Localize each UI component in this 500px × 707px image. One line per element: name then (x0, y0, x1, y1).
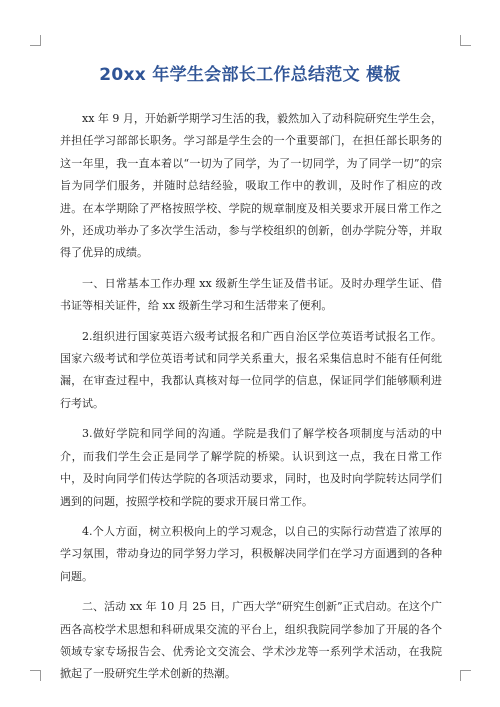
crop-mark-top-left (30, 35, 41, 46)
paragraph-section-2: 二、活动 xx 年 10 月 25 日，广西大学“研究生创新”正式启动。在这个广西各高校学术思想和科研成果交流的平台上，组织我院同学参加了开展的各个领域专家专场报告会、优秀论文交流会、学术沙龙等一系列学术活动，在我院掀起了一股研究生学术创新的热潮。 (60, 600, 442, 681)
paragraph-section-1: 一、日常基本工作办理 xx 级新生学生证及借书证。及时办理学生证、借书证等相关证件，给 xx 级新生学习和生活带来了便利。 (60, 276, 442, 313)
crop-mark-bottom-right (460, 670, 471, 681)
paragraph-item-3: 3.做好学院和同学间的沟通。学院是我们了解学校各项制度与活动的中介，而我们学生会正是同学了解学院的桥梁。认识到这一点，我在日常工作中，及时向同学们传达学院的各项活动要求，同时，也及时向学院转达同学们遇到的问题，按照学校和学院的要求开展日常工作。 (60, 427, 442, 508)
crop-mark-top-right (460, 35, 471, 46)
paragraph-item-2: 2.组织进行国家英语六级考试报名和广西自治区学位英语考试报名工作。国家六级考试和学位英语考试和同学关系重大，报名采集信息时不能有任何纰漏，在审查过程中，我都认真核对每一位同学的信息，保证同学们能够顺利进行考试。 (60, 329, 442, 410)
paragraph-item-4: 4.个人方面，树立积极向上的学习观念，以自己的实际行动营造了浓厚的学习氛围，带动身边的同学努力学习，积极解决同学们在学习方面遇到的各种问题。 (60, 524, 442, 583)
paragraph-intro: xx 年 9 月，开始新学期学习生活的我，毅然加入了动科院研究生学生会，并担任学习部部长职务。学习部是学生会的一个重要部门，在担任部长职务的这一年里，我一直本着以“一切为了同学，为了一切同学，为了同学一切”的宗旨为同学们服务，并随时总结经验，吸取工作中的教训，及时作了相应的改进。在本学期除了严格按照学校、学院的规章制度及相关要求开展日常工作之外，还成功举办了多次学生活动，参与学校组织的创新，创办学院分等，并取得了优异的成绩。 (60, 112, 442, 260)
document-body (60, 108, 442, 694)
crop-mark-bottom-left (30, 670, 41, 681)
document-title: 20xx 年学生会部长工作总结范文 模板 (99, 65, 401, 85)
